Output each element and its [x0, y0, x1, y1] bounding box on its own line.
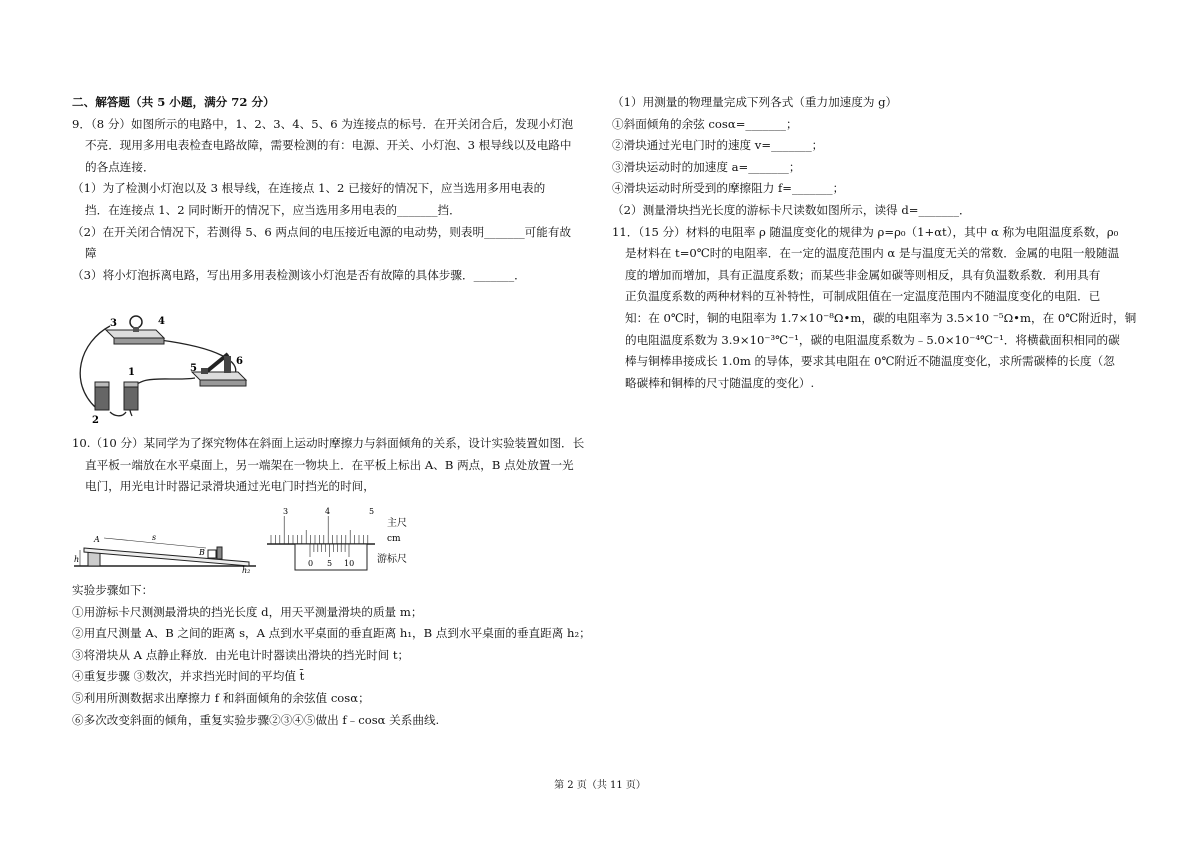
right-line: 略碳棒和铜棒的尺寸随温度的变化）.: [625, 375, 815, 390]
left-column: [72, 92, 592, 286]
step-line: ⑤利用所测数据求出摩擦力 f 和斜面倾角的余弦值 cosα；: [72, 690, 370, 705]
right-line: ③滑块运动时的加速度 a=_______；: [612, 159, 801, 174]
label-5: 5: [190, 363, 197, 374]
q9-line: （2）在开关闭合情况下，若测得 5、6 两点间的电压接近电源的电动势，则表明_______可能有故: [72, 224, 572, 239]
label-A: A: [94, 535, 100, 544]
label-4: 4: [158, 316, 165, 327]
caliper-figure: [265, 506, 425, 574]
label-3: 3: [110, 318, 117, 329]
q10-block: [72, 433, 592, 498]
vernier-tick-label: 0: [308, 559, 314, 568]
q10-steps: [72, 580, 592, 731]
section-title: 二、解答题（共 5 小题，满分 72 分）: [72, 95, 275, 109]
label-s: s: [152, 533, 157, 542]
slider: [208, 550, 216, 558]
right-line: （2）测量滑块挡光长度的游标卡尺读数如图所示，读得 d=_______．: [612, 202, 971, 217]
main-scale-ticks: [271, 516, 368, 544]
q9-line: 障: [85, 246, 97, 261]
vernier-tick-label: 10: [344, 559, 355, 568]
q9-line: 挡．在连接点 1、2 同时断开的情况下，应当选用多用电表的_______挡．: [85, 202, 461, 217]
label-h2: h₂: [242, 566, 251, 574]
q9-line: （3）将小灯泡拆离电路，写出用多用表检测该小灯泡是否有故障的具体步骤．_______．: [72, 267, 526, 282]
step-line: ④重复步骤 ③数次，并求挡光时间的平均值 t̄: [72, 669, 305, 684]
incline-figure: [74, 522, 256, 574]
incline-board: [84, 548, 249, 566]
label-6: 6: [236, 356, 243, 367]
vernier-tick-label: 5: [327, 559, 333, 568]
q10-line: 10.（10 分）某同学为了探究物体在斜面上运动时摩擦力与斜面倾角的关系，设计实验装置如图．长: [72, 436, 585, 450]
q9-line: 9．（8 分）如图所示的电路中，1、2、3、4、5、6 为连接点的标号．在开关闭合后，发现小灯泡: [72, 116, 574, 131]
page-footer: 第 2 页（共 11 页）: [554, 780, 646, 791]
battery-right: [124, 382, 138, 410]
step-line: ⑥多次改变斜面的倾角，重复实验步骤②③④⑤做出 f﹣cosα 关系曲线.: [72, 712, 440, 727]
q9-line: （1）为了检测小灯泡以及 3 根导线，在连接点 1、2 已接好的情况下，应当选用多用电表的: [72, 181, 546, 196]
right-line: 正负温度系数的两种材料的互补特性，可制成阻值在一定温度范围内不随温度变化的电阻．已: [625, 289, 1101, 304]
q10-line: 直平板一端放在水平桌面上，另一端架在一物块上．在平板上标出 A、B 两点，B 点处放置一光: [85, 457, 574, 472]
step-line: ①用游标卡尺测测最滑块的挡光长度 d，用天平测量滑块的质量 m；: [72, 604, 423, 619]
right-line: 的电阻温度系数为 3.9×10⁻³℃⁻¹，碳的电阻温度系数为﹣5.0×10⁻⁴℃⁻¹．将横截面积相同的碳: [625, 332, 1120, 347]
label-B: B: [199, 548, 205, 557]
q10-line: 电门，用光电计时器记录滑块通过光电门时挡光的时间，: [85, 479, 375, 494]
right-line: （1）用测量的物理量完成下列各式（重力加速度为 g）: [612, 95, 898, 109]
right-line: 度的增加而增加，具有正温度系数；而某些非金属如碳等则相反，具有负温数系数．利用具有: [625, 267, 1101, 282]
main-tick-label: 5: [369, 507, 375, 516]
wire: [129, 378, 195, 416]
step-line: ②用直尺测量 A、B 之间的距离 s，A 点到水平桌面的垂直距离 h₁，B 点到水平桌面的垂直距离 h₂；: [72, 626, 591, 641]
q9-line: 不亮．现用多用电表检查电路故障，需要检测的有：电源、开关、小灯泡、3 根导线以及电路中: [85, 138, 572, 153]
step-line: ③将滑块从 A 点静止释放．由光电计时器读出滑块的挡光时间 t；: [72, 647, 410, 662]
right-line: ①斜面倾角的余弦 cosα=_______；: [612, 116, 798, 131]
main-tick-label: 3: [283, 507, 289, 516]
right-line: 11．（15 分）材料的电阻率 ρ 随温度变化的规律为 ρ=ρ₀（1+αt），其中 α 称为电阻温度系数，ρ₀: [612, 224, 1119, 239]
label-1: 1: [128, 367, 135, 378]
right-line: 棒与铜棒串接成长 1.0m 的导体，要求其电阻在 0℃附近不随温度变化，求所需碳棒的长度（忽: [625, 354, 1115, 369]
main-scale-label: 主尺: [387, 518, 407, 529]
right-line: 知：在 0℃时，铜的电阻率为 1.7×10⁻⁸Ω•m，碳的电阻率为 3.5×10 ⁻⁵Ω•m，在 0℃附近时，铜: [625, 310, 1137, 325]
right-line: ②滑块通过光电门时的速度 v=_______；: [612, 138, 824, 153]
right-column: [612, 92, 1137, 394]
main-tick-label: 4: [325, 507, 331, 516]
steps-title: 实验步骤如下：: [72, 583, 154, 597]
vernier-scale-label: 游标尺: [377, 554, 407, 565]
label-2: 2: [92, 415, 99, 424]
right-line: 是材料在 t=0℃时的电阻率．在一定的温度范围内 α 是与温度无关的常数．金属的电阻一般随温: [625, 246, 1120, 261]
label-h1: h: [74, 555, 80, 564]
unit-label: cm: [387, 534, 401, 544]
photogate: [217, 547, 222, 559]
right-line: ④滑块运动时所受到的摩擦阻力 f=_______；: [612, 181, 845, 196]
circuit-figure: [70, 312, 280, 424]
wire: [110, 412, 126, 416]
battery-left: [95, 382, 109, 410]
q9-line: 的各点连接．: [85, 159, 155, 174]
